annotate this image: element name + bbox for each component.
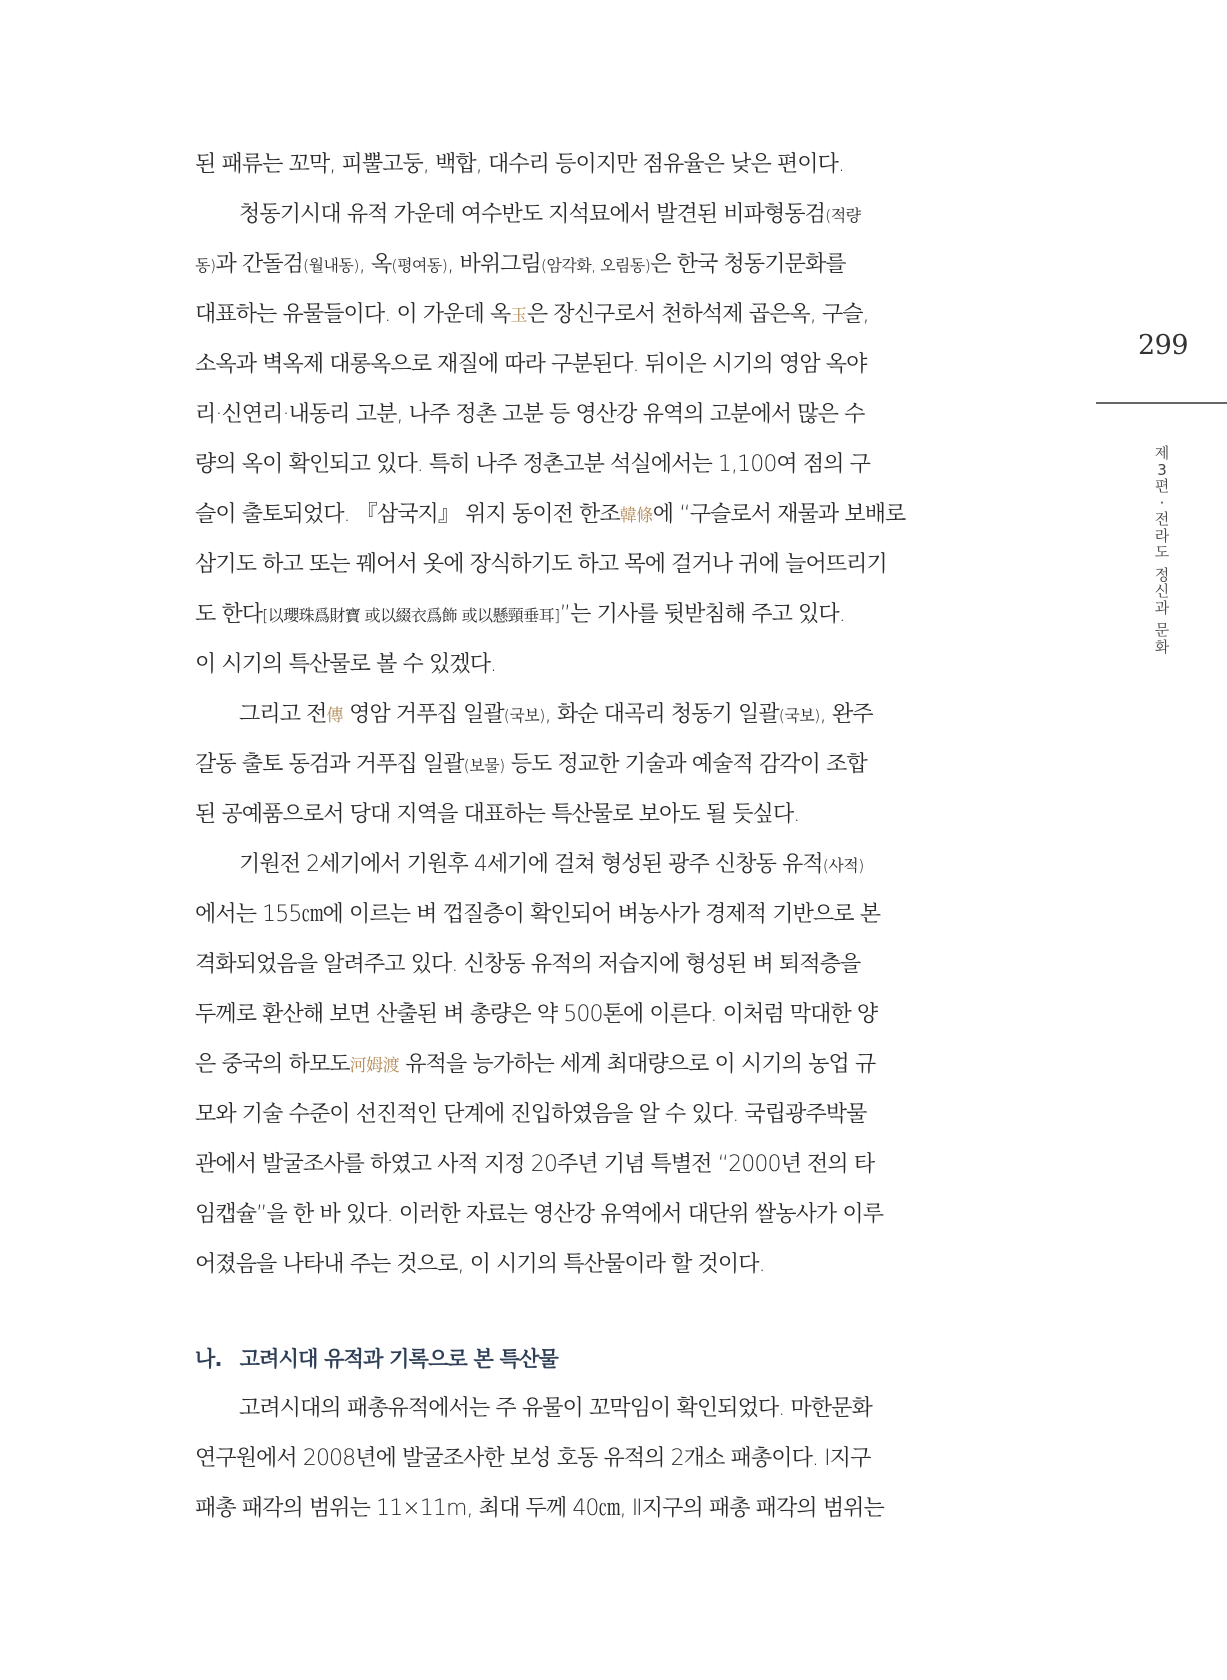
text-line: 임캡슐”을 한 바 있다. 이러한 자료는 영산강 유역에서 대단위 쌀농사가 이루 — [195, 1202, 884, 1227]
classical-chinese-quote: [以瓔珠爲財寶 或以綴衣爲飾 或以懸頸垂耳] — [262, 606, 560, 625]
text-span: 기원전 2세기에서 기원후 4세기에 걸쳐 형성된 광주 신창동 유적 — [239, 852, 823, 877]
text-line: 격화되었음을 알려주고 있다. 신창동 유적의 저습지에 형성된 벼 퇴적층을 — [195, 952, 861, 977]
side-title-char: 과 — [1154, 598, 1170, 617]
text-span: , 바위그림 — [447, 252, 541, 277]
text-span: 유적을 능가하는 세계 최대량으로 이 시기의 농업 규 — [399, 1052, 876, 1077]
text-line: 어졌음을 나타내 주는 것으로, 이 시기의 특산물이라 할 것이다. — [195, 1252, 765, 1277]
text-line: 에서는 155㎝에 이르는 벼 껍질층이 확인되어 벼농사가 경제적 기반으로 본 — [195, 902, 881, 927]
text-line — [195, 690, 940, 740]
text-line: 고려시대의 패총유적에서는 주 유물이 꼬막임이 확인되었다. 마한문화 — [239, 1396, 872, 1421]
paragraph-goryeo-shell-mounds — [195, 1384, 940, 1534]
text-line: 패총 패각의 범위는 11×11m, 최대 두께 40㎝, Ⅱ지구의 패총 패각의 범위는 — [195, 1496, 884, 1521]
annotation-text: (월내동) — [303, 256, 359, 275]
text-line — [195, 740, 940, 790]
running-section-title — [1150, 445, 1174, 655]
side-title-char: 도 — [1154, 543, 1170, 561]
text-span: 영암 거푸집 일괄 — [343, 702, 504, 727]
text-line: 이 시기의 특산물로 볼 수 있겠다. — [195, 652, 497, 677]
text-line: 두께로 환산해 보면 산출된 벼 총량은 약 500톤에 이른다. 이처럼 막대한 양 — [195, 1002, 878, 1027]
annotation-text: (암각화, 오림동) — [540, 256, 651, 275]
text-line — [195, 1040, 940, 1090]
text-span: 은 중국의 하모도 — [195, 1052, 350, 1077]
paragraph-sinchang-dong — [195, 840, 940, 1290]
text-span: 슬이 출토되었다. 『삼국지』 위지 동이전 한조 — [195, 502, 620, 527]
text-line: 된 공예품으로서 당대 지역을 대표하는 특산물로 보아도 될 듯싶다. — [195, 802, 800, 827]
side-title-char: 전 — [1154, 510, 1170, 528]
text-span: 그리고 전 — [239, 702, 327, 727]
text-span: 청동기시대 유적 가운데 여수반도 지석묘에서 발견된 비파형동검 — [239, 202, 826, 227]
text-line: 량의 옥이 확인되고 있다. 특히 나주 정촌고분 석실에서는 1,100여 점의 구 — [195, 452, 871, 477]
text-span: 과 간돌검 — [215, 252, 304, 277]
text-span: 은 한국 청동기문화를 — [650, 252, 846, 277]
margin-rule-divider — [1096, 402, 1227, 404]
text-line: 소옥과 벽옥제 대롱옥으로 재질에 따라 구분된다. 뒤이은 시기의 영암 옥야 — [195, 352, 867, 377]
side-title-char: 정 — [1154, 565, 1170, 584]
annotation-text: 동) — [195, 256, 216, 275]
side-title-char: 3 — [1157, 460, 1167, 479]
text-span: , 완주 — [819, 702, 873, 727]
side-title-char: 라 — [1154, 526, 1170, 545]
page-number: 299 — [1138, 330, 1189, 361]
text-line: 관에서 발굴조사를 하였고 사적 지정 20주년 기념 특별전 “2000년 전의 타 — [195, 1152, 875, 1177]
section-title: 고려시대 유적과 기록으로 본 특산물 — [239, 1347, 559, 1371]
paragraph-bronze-age-artifacts — [195, 190, 940, 690]
text-line: 삼기도 하고 또는 꿰어서 옷에 장식하기도 하고 목에 걸거나 귀에 늘어뜨리기 — [195, 552, 887, 577]
text-line — [195, 190, 940, 240]
annotation-text: (적량 — [825, 206, 861, 225]
text-line: 된 패류는 꼬막, 피뿔고둥, 백합, 대수리 등이지만 점유율은 낮은 편이다. — [195, 152, 845, 177]
text-span: 갈동 출토 동검과 거푸집 일괄 — [195, 752, 464, 777]
hanja-gloss: 玉 — [510, 306, 527, 326]
side-title-char: 신 — [1154, 582, 1170, 600]
hanja-gloss: 韓條 — [619, 506, 653, 526]
text-line: 모와 기술 수준이 선진적인 단계에 진입하였음을 알 수 있다. 국립광주박물 — [195, 1102, 867, 1127]
annotation-text: (국보) — [778, 706, 820, 725]
body-text — [195, 140, 940, 1534]
text-span: 에 “구슬로서 재물과 보배로 — [652, 502, 906, 527]
text-line — [195, 290, 940, 340]
text-line — [195, 840, 940, 890]
side-title-char: 편 — [1154, 477, 1170, 495]
hanja-gloss: 河姆渡 — [349, 1056, 400, 1076]
text-line — [195, 590, 940, 640]
text-span: 은 장신구로서 천하석제 곱은옥, 구슬, — [526, 302, 869, 327]
section-gap — [195, 1290, 940, 1334]
text-line — [195, 490, 940, 540]
text-line: 리·신연리·내동리 고분, 나주 정촌 고분 등 영산강 유역의 고분에서 많은 수 — [195, 402, 865, 427]
paragraph-bronze-crafts — [195, 690, 940, 840]
text-span: 대표하는 유물들이다. 이 가운데 옥 — [195, 302, 511, 327]
side-title-char: 화 — [1154, 637, 1170, 656]
annotation-text: (보물) — [463, 756, 505, 775]
text-span: ”는 기사를 뒷받침해 주고 있다. — [559, 602, 845, 627]
side-title-char: · — [1159, 493, 1165, 512]
text-span: 등도 정교한 기술과 예술적 감각이 조합 — [504, 752, 867, 777]
side-title-char: 문 — [1154, 621, 1170, 639]
text-line: 연구원에서 2008년에 발굴조사한 보성 호동 유적의 2개소 패총이다. Ⅰ지구 — [195, 1446, 871, 1471]
section-number: 나. — [195, 1347, 222, 1371]
side-title-char: 제 — [1154, 444, 1170, 462]
text-line — [195, 240, 940, 290]
text-span: , 화순 대곡리 청동기 일괄 — [544, 702, 779, 727]
annotation-text: (사적) — [822, 856, 864, 875]
section-heading — [195, 1334, 940, 1384]
hanja-gloss: 傳 — [326, 706, 344, 726]
annotation-text: (국보) — [503, 706, 545, 725]
text-span: 도 한다 — [195, 602, 263, 627]
text-span: , 옥 — [358, 252, 392, 277]
annotation-text: (평여동) — [391, 256, 448, 275]
